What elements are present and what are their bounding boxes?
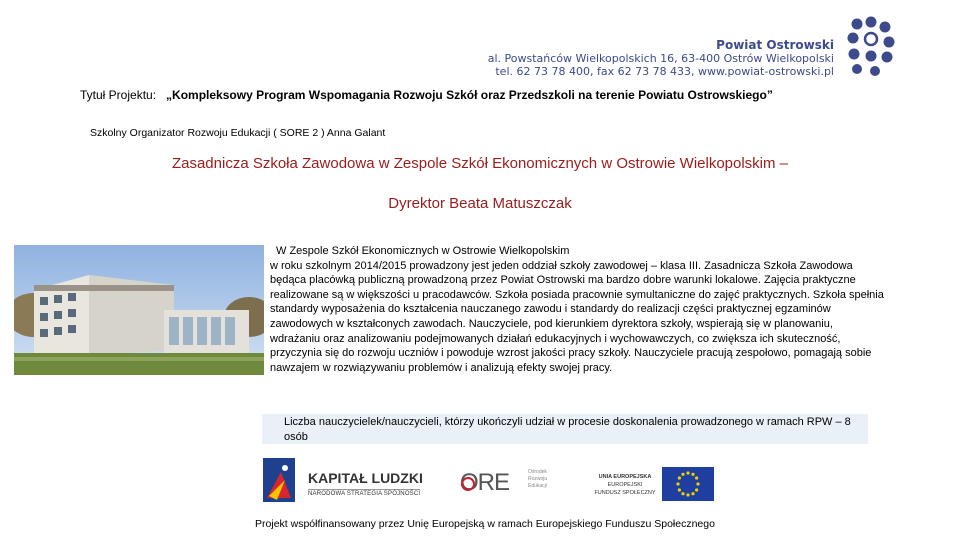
- ore-mark: ORE: [460, 469, 510, 496]
- ore-line-1: Ośrodek: [528, 469, 547, 475]
- project-title: [80, 88, 773, 102]
- ue-line-1: UNIA EUROPEJSKA: [598, 474, 652, 480]
- ue-line-2: EUROPEJSKI: [607, 482, 643, 488]
- director-name: Dyrektor Beata Matuszczak: [388, 195, 572, 212]
- ore-line-2: Rozwoju: [528, 476, 548, 482]
- teachers-note: Liczba nauczycielek/nauczycieli, którzy ukończyli udział w procesie doskonalenia prowadzonego w ramach RPW – 8 osób: [284, 416, 851, 443]
- description-intro: W Zespole Szkół Ekonomicznych w Ostrowie Wielkopolskim: [276, 245, 570, 257]
- kl-title: KAPITAŁ LUDZKI: [308, 470, 423, 486]
- powiat-logo: [845, 15, 897, 77]
- school-building-photo: [14, 245, 264, 375]
- ore-logo: [460, 466, 548, 500]
- ue-caption: [590, 473, 660, 497]
- organizer-text: Szkolny Organizator Rozwoju Edukacji ( SORE 2 ) Anna Galant: [90, 127, 386, 139]
- kl-subtitle: NARODOWA STRATEGIA SPÓJNOŚCI: [308, 491, 421, 497]
- ore-caption: [528, 469, 547, 490]
- ore-dot-icon: [461, 477, 475, 491]
- school-description: [270, 244, 885, 375]
- project-name: „Kompleksowy Program Wspomagania Rozwoju Szkół oraz Przedszkoli na terenie Powiatu Ostrowskiego”: [166, 88, 773, 102]
- ue-line-3: FUNDUSZ SPOŁECZNY: [594, 490, 656, 496]
- school-title: Zasadnicza Szkoła Zawodowa w Zespole Szkół Ekonomicznych w Ostrowie Wielkopolskim –: [171, 155, 789, 172]
- header-address: [488, 38, 834, 78]
- kapital-ludzki-emblem: [263, 458, 303, 504]
- org-name: Powiat Ostrowski: [716, 38, 834, 52]
- org-contact: tel. 62 73 78 400, fax 62 73 78 433, www.powiat-ostrowski.pl: [495, 65, 834, 78]
- ore-line-3: Edukacji: [528, 483, 547, 489]
- project-label: Tytuł Projektu:: [80, 88, 157, 102]
- org-address: al. Powstańców Wielkopolskich 16, 63-400 Ostrów Wielkopolski: [487, 52, 834, 65]
- description-body: w roku szkolnym 2014/2015 prowadzony jest jeden oddział szkoły zawodowej – klasa III. Zasadnicza Szkoła Zawodowa będąca placówką publiczną prowadzoną przez Powiat Ostrowski ma bardzo dobre warunki lokalowe. Zajęcia praktyczne realizowane są w większości u pracodawców. Szkoła posiada pracownie symultaniczne do zajęć praktycznych. Szkoła spełnia standardy wyposażenia do kształcenia nauczanego zawodu i standardy do realizacji części praktycznej egzaminów zawodowych w kształconych zawodach. Nauczyciele, pod kierunkiem dyrektora szkoły, wspierają się w planowaniu, wdrażaniu oraz analizowaniu podejmowanych działań edukacyjnych i wychowawczych, co zwiększa ich skuteczność, przyczynia się do rozwoju uczniów i powoduje wzrost jakości pracy szkoły. Nauczyciele pracują zespołowo, pomagają sobie nawzajem w rozwiązywaniu problemów i analizują efekty swojej pracy.: [270, 259, 884, 374]
- kapital-ludzki-logo: [263, 458, 428, 504]
- teachers-count-box: [262, 414, 868, 444]
- eu-flag-icon: [662, 467, 714, 501]
- footer-note: Projekt współfinansowany przez Unię Europejską w ramach Europejskiego Funduszu Społecznego: [255, 518, 715, 530]
- ue-logo: [590, 467, 715, 503]
